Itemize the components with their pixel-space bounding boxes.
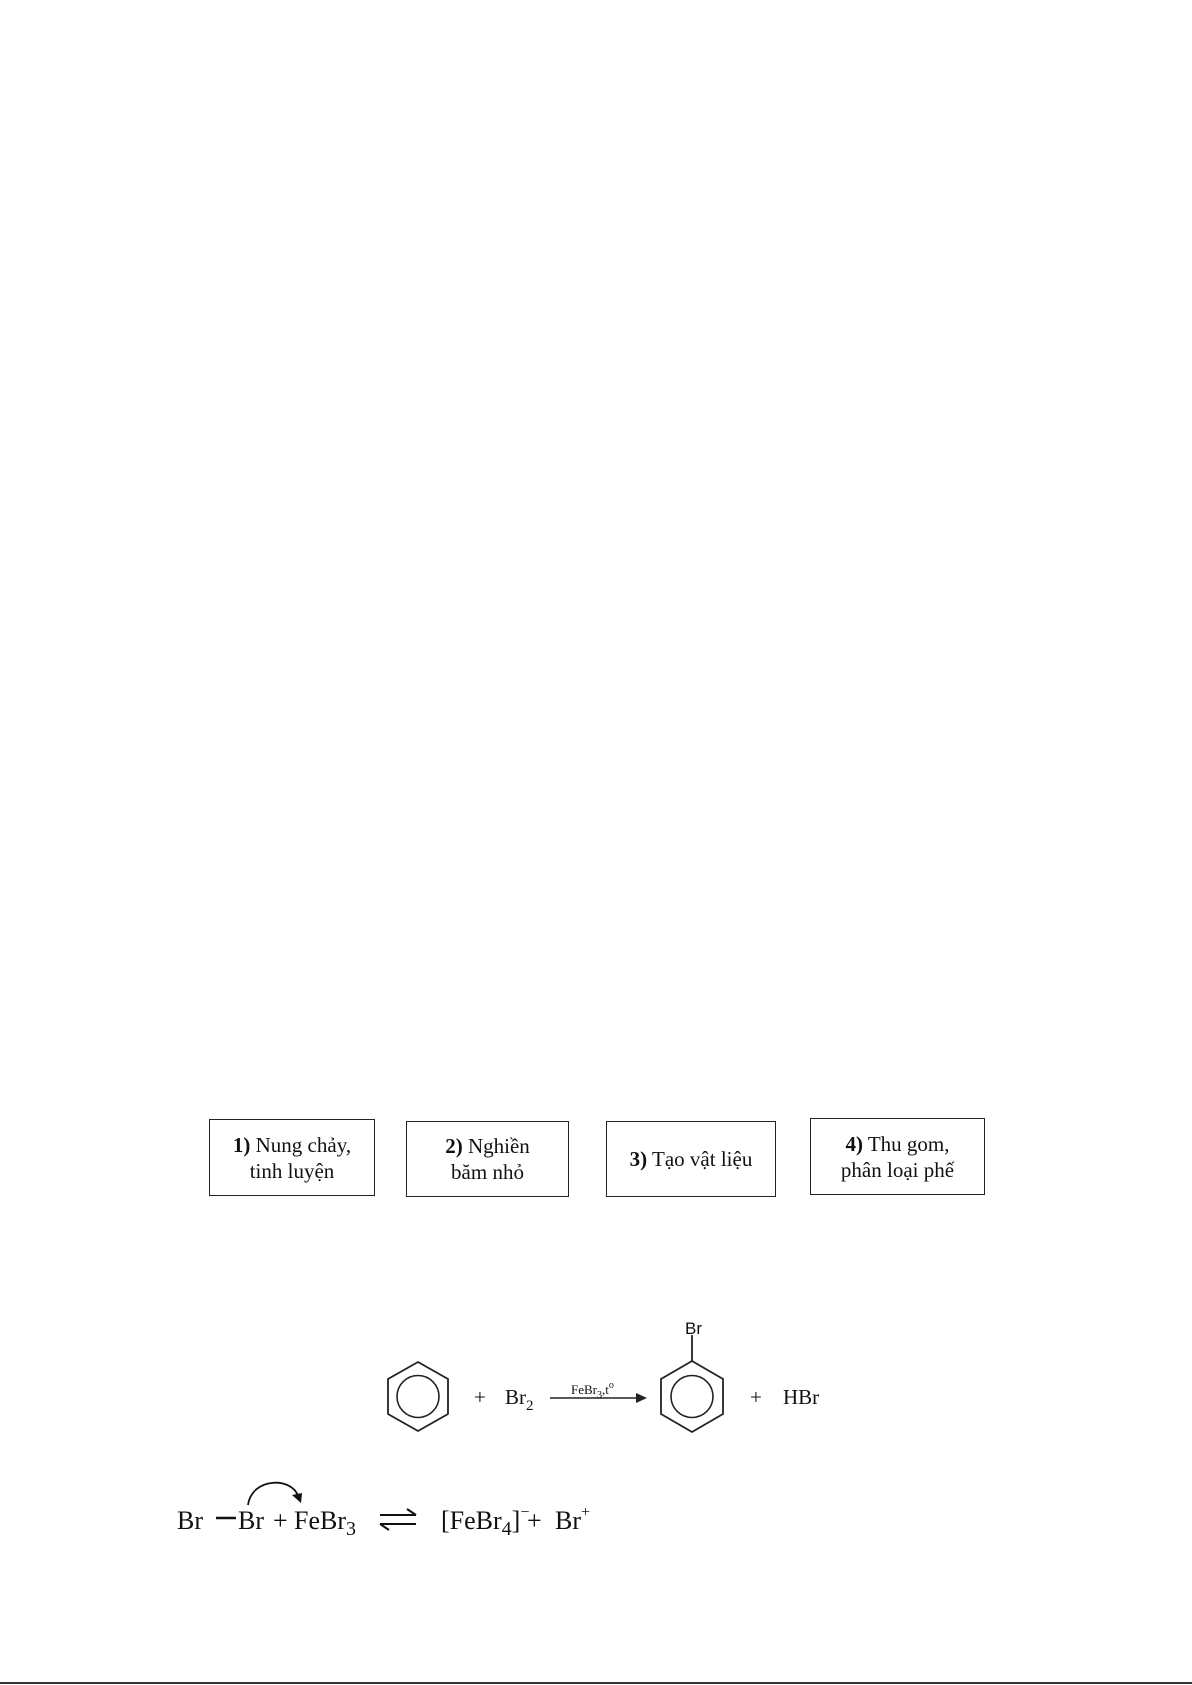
step-2-line2: băm nhỏ — [451, 1160, 524, 1184]
bromo-substituent-label: Br — [685, 1319, 702, 1338]
step-1-line2: tinh luyện — [249, 1158, 335, 1183]
benzene-ring-reactant — [388, 1362, 448, 1431]
step-4-number: 4) — [845, 1131, 863, 1156]
plus-sign-1: + — [474, 1385, 486, 1409]
plus-sign-2: + — [750, 1385, 762, 1409]
equilibrium-arrow-icon — [380, 1509, 416, 1530]
complex-charge: − — [520, 1504, 530, 1521]
iron-tribromide-subscript: 3 — [346, 1518, 356, 1540]
catalyst-subscript: 3 — [597, 1390, 602, 1401]
cation-symbol: Br — [555, 1506, 581, 1535]
page-bottom-rule — [0, 1682, 1192, 1684]
complex-subscript: 4 — [501, 1518, 512, 1540]
plus-sign-3: + — [273, 1506, 288, 1535]
step-2-text: Nghiền — [467, 1134, 530, 1158]
step-2-number: 2) — [445, 1134, 463, 1158]
curved-arrow-icon — [248, 1483, 298, 1505]
bromine-subscript: 2 — [526, 1398, 534, 1414]
step-1-text: Nung chảy, — [255, 1132, 352, 1157]
electrophile-formation-reaction — [177, 1483, 590, 1540]
tetrabromoferrate-complex — [441, 1504, 529, 1540]
catalyst-superscript: o — [608, 1380, 614, 1391]
step-3-number: 3) — [629, 1147, 648, 1171]
iron-tribromide-symbol: FeBr — [294, 1506, 346, 1535]
left-bromine-atom: Br — [177, 1506, 203, 1535]
step-4-line2: phân loại phế — [840, 1157, 955, 1182]
bromine-reagent — [505, 1385, 534, 1414]
right-bromine-atom: Br — [238, 1506, 264, 1535]
complex-symbol: [FeBr — [441, 1506, 502, 1535]
cation-charge: + — [581, 1504, 591, 1521]
iron-tribromide — [294, 1506, 356, 1540]
plus-sign-4: + — [527, 1506, 542, 1535]
bromobenzene-ring-product — [661, 1335, 723, 1432]
catalyst-symbol: FeBr — [571, 1382, 597, 1397]
bromonium-cation — [555, 1504, 590, 1535]
step-1-number: 1) — [232, 1132, 251, 1157]
hydrogen-bromide: HBr — [783, 1385, 820, 1409]
complex-bracket: ] — [511, 1506, 521, 1535]
bromine-symbol: Br — [505, 1385, 526, 1409]
step-3-text: Tạo vật liệu — [652, 1147, 753, 1171]
step-4-text: Thu gom, — [867, 1131, 950, 1156]
catalyst-condition: ,t — [602, 1382, 609, 1397]
